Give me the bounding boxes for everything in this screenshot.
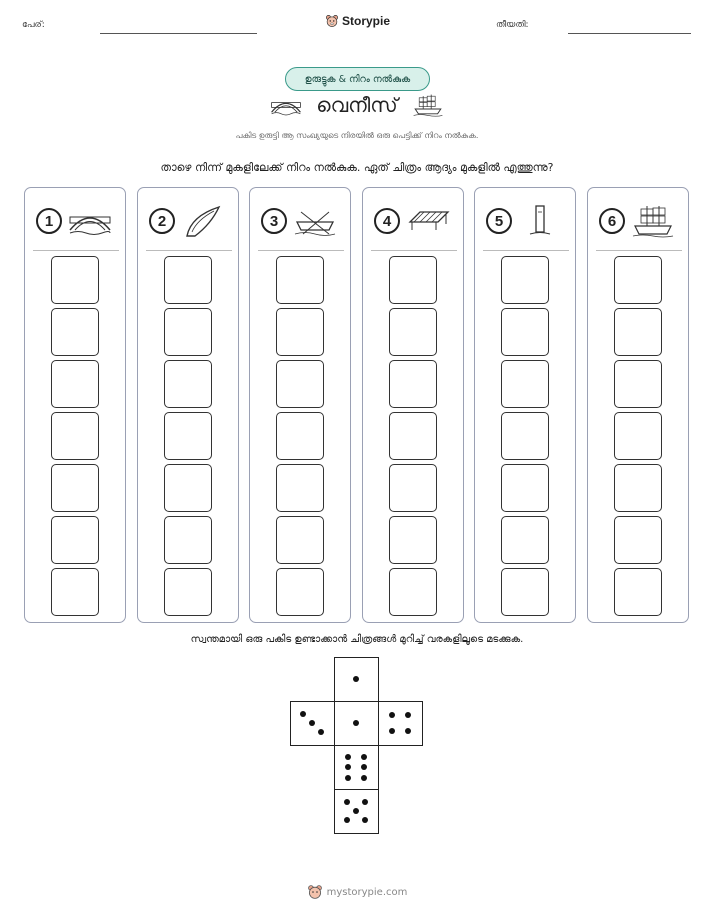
date-label: തീയതി:	[496, 20, 529, 30]
color-box[interactable]	[389, 308, 437, 356]
die-pip	[405, 728, 411, 734]
die-pip	[389, 728, 395, 734]
instruction-text: താഴെ നിന്ന് മുകളിലേക്ക് നിറം നൽകുക. ഏത് ചിത്രം ആദ്യം മുകളിൽ എത്തുന്നു?	[160, 161, 554, 174]
color-box[interactable]	[164, 464, 212, 512]
die-pip	[353, 720, 359, 726]
color-box[interactable]	[389, 516, 437, 564]
name-label: പേര്:	[22, 20, 45, 30]
column-header	[599, 204, 679, 238]
gondola-icon	[181, 204, 225, 238]
die-pip	[405, 712, 411, 718]
color-box[interactable]	[164, 308, 212, 356]
color-box[interactable]	[276, 516, 324, 564]
color-box[interactable]	[614, 568, 662, 616]
color-box[interactable]	[164, 568, 212, 616]
color-box[interactable]	[276, 308, 324, 356]
color-box[interactable]	[501, 256, 549, 304]
color-box[interactable]	[614, 256, 662, 304]
color-box[interactable]	[501, 412, 549, 460]
rowboat-icon	[293, 204, 337, 238]
die-pip	[344, 817, 350, 823]
color-box[interactable]	[164, 516, 212, 564]
die-face-1	[334, 657, 379, 702]
column-header	[374, 204, 454, 238]
color-box[interactable]	[501, 308, 549, 356]
die-pip	[353, 676, 359, 682]
color-box[interactable]	[614, 516, 662, 564]
column-6	[587, 187, 689, 623]
color-box[interactable]	[276, 464, 324, 512]
column-number: 6	[599, 208, 625, 234]
color-box[interactable]	[389, 256, 437, 304]
die-pip	[300, 711, 306, 717]
column-divider	[33, 250, 119, 251]
column-header	[261, 204, 341, 238]
color-box[interactable]	[51, 308, 99, 356]
color-box[interactable]	[501, 360, 549, 408]
column-number: 4	[374, 208, 400, 234]
die-pip	[345, 775, 351, 781]
color-box[interactable]	[164, 360, 212, 408]
die-face-4	[378, 701, 423, 746]
color-box[interactable]	[51, 360, 99, 408]
tall-ship-icon	[412, 92, 444, 118]
column-4	[362, 187, 464, 623]
color-box[interactable]	[51, 464, 99, 512]
color-box[interactable]	[614, 308, 662, 356]
color-box[interactable]	[276, 568, 324, 616]
die-pip	[345, 764, 351, 770]
brand-logo	[325, 14, 390, 28]
column-3	[249, 187, 351, 623]
bridge-icon	[270, 92, 302, 118]
footer	[0, 884, 714, 900]
color-box[interactable]	[389, 464, 437, 512]
die-pip	[362, 817, 368, 823]
column-1	[24, 187, 126, 623]
column-number: 2	[149, 208, 175, 234]
column-number: 3	[261, 208, 287, 234]
color-box[interactable]	[614, 412, 662, 460]
column-divider	[596, 250, 682, 251]
color-box[interactable]	[276, 256, 324, 304]
column-divider	[483, 250, 569, 251]
die-pip	[318, 729, 324, 735]
column-header	[486, 204, 566, 238]
date-line[interactable]	[568, 33, 691, 34]
activity-badge: ഉരുട്ടുക & നിറം നൽകുക	[285, 67, 430, 91]
color-box[interactable]	[501, 568, 549, 616]
die-face-6	[334, 745, 379, 790]
color-box[interactable]	[51, 568, 99, 616]
color-box[interactable]	[389, 360, 437, 408]
die-pip	[389, 712, 395, 718]
color-box[interactable]	[51, 412, 99, 460]
bear-mascot-icon	[325, 14, 339, 28]
color-box[interactable]	[614, 464, 662, 512]
page-title: വെനീസ്	[316, 93, 398, 117]
footer-url[interactable]: mystorypie.com	[326, 886, 408, 898]
tall-ship-icon	[631, 204, 675, 238]
mooring-pole-icon	[518, 204, 562, 238]
color-box[interactable]	[51, 256, 99, 304]
name-line[interactable]	[100, 33, 257, 34]
color-box[interactable]	[389, 412, 437, 460]
column-header	[149, 204, 229, 238]
color-box[interactable]	[276, 412, 324, 460]
bridge-icon	[68, 204, 112, 238]
color-box[interactable]	[51, 516, 99, 564]
brand-name: Storypie	[342, 14, 391, 28]
die-pip	[362, 799, 368, 805]
die-face-1	[334, 701, 379, 746]
dock-icon	[406, 204, 450, 238]
die-pip	[345, 754, 351, 760]
color-box[interactable]	[614, 360, 662, 408]
color-box[interactable]	[501, 464, 549, 512]
die-pip	[361, 764, 367, 770]
dice-instruction: സ്വന്തമായി ഒരു പകിട ഉണ്ടാക്കാൻ ചിത്രങ്ങൾ മുറിച്ച് വരകളിലൂടെ മടക്കുക.	[190, 634, 524, 645]
die-pip	[361, 775, 367, 781]
column-header	[36, 204, 116, 238]
title-row	[0, 92, 714, 118]
column-5	[474, 187, 576, 623]
column-number: 1	[36, 208, 62, 234]
die-pip	[361, 754, 367, 760]
die-pip	[344, 799, 350, 805]
die-pip	[309, 720, 315, 726]
die-face-3	[290, 701, 335, 746]
color-box[interactable]	[389, 568, 437, 616]
color-box[interactable]	[164, 412, 212, 460]
column-divider	[146, 250, 232, 251]
column-divider	[258, 250, 344, 251]
column-number: 5	[486, 208, 512, 234]
bear-mascot-icon	[307, 884, 323, 900]
color-box[interactable]	[276, 360, 324, 408]
die-face-5	[334, 789, 379, 834]
die-pip	[353, 808, 359, 814]
subtitle: പകിട ഉരുട്ടി ആ സംഖ്യയുടെ നിരയിൽ ഒരു പെട്ടിക്ക് നിറം നൽകുക.	[235, 131, 479, 140]
color-box[interactable]	[164, 256, 212, 304]
color-box[interactable]	[501, 516, 549, 564]
column-divider	[371, 250, 457, 251]
column-2	[137, 187, 239, 623]
